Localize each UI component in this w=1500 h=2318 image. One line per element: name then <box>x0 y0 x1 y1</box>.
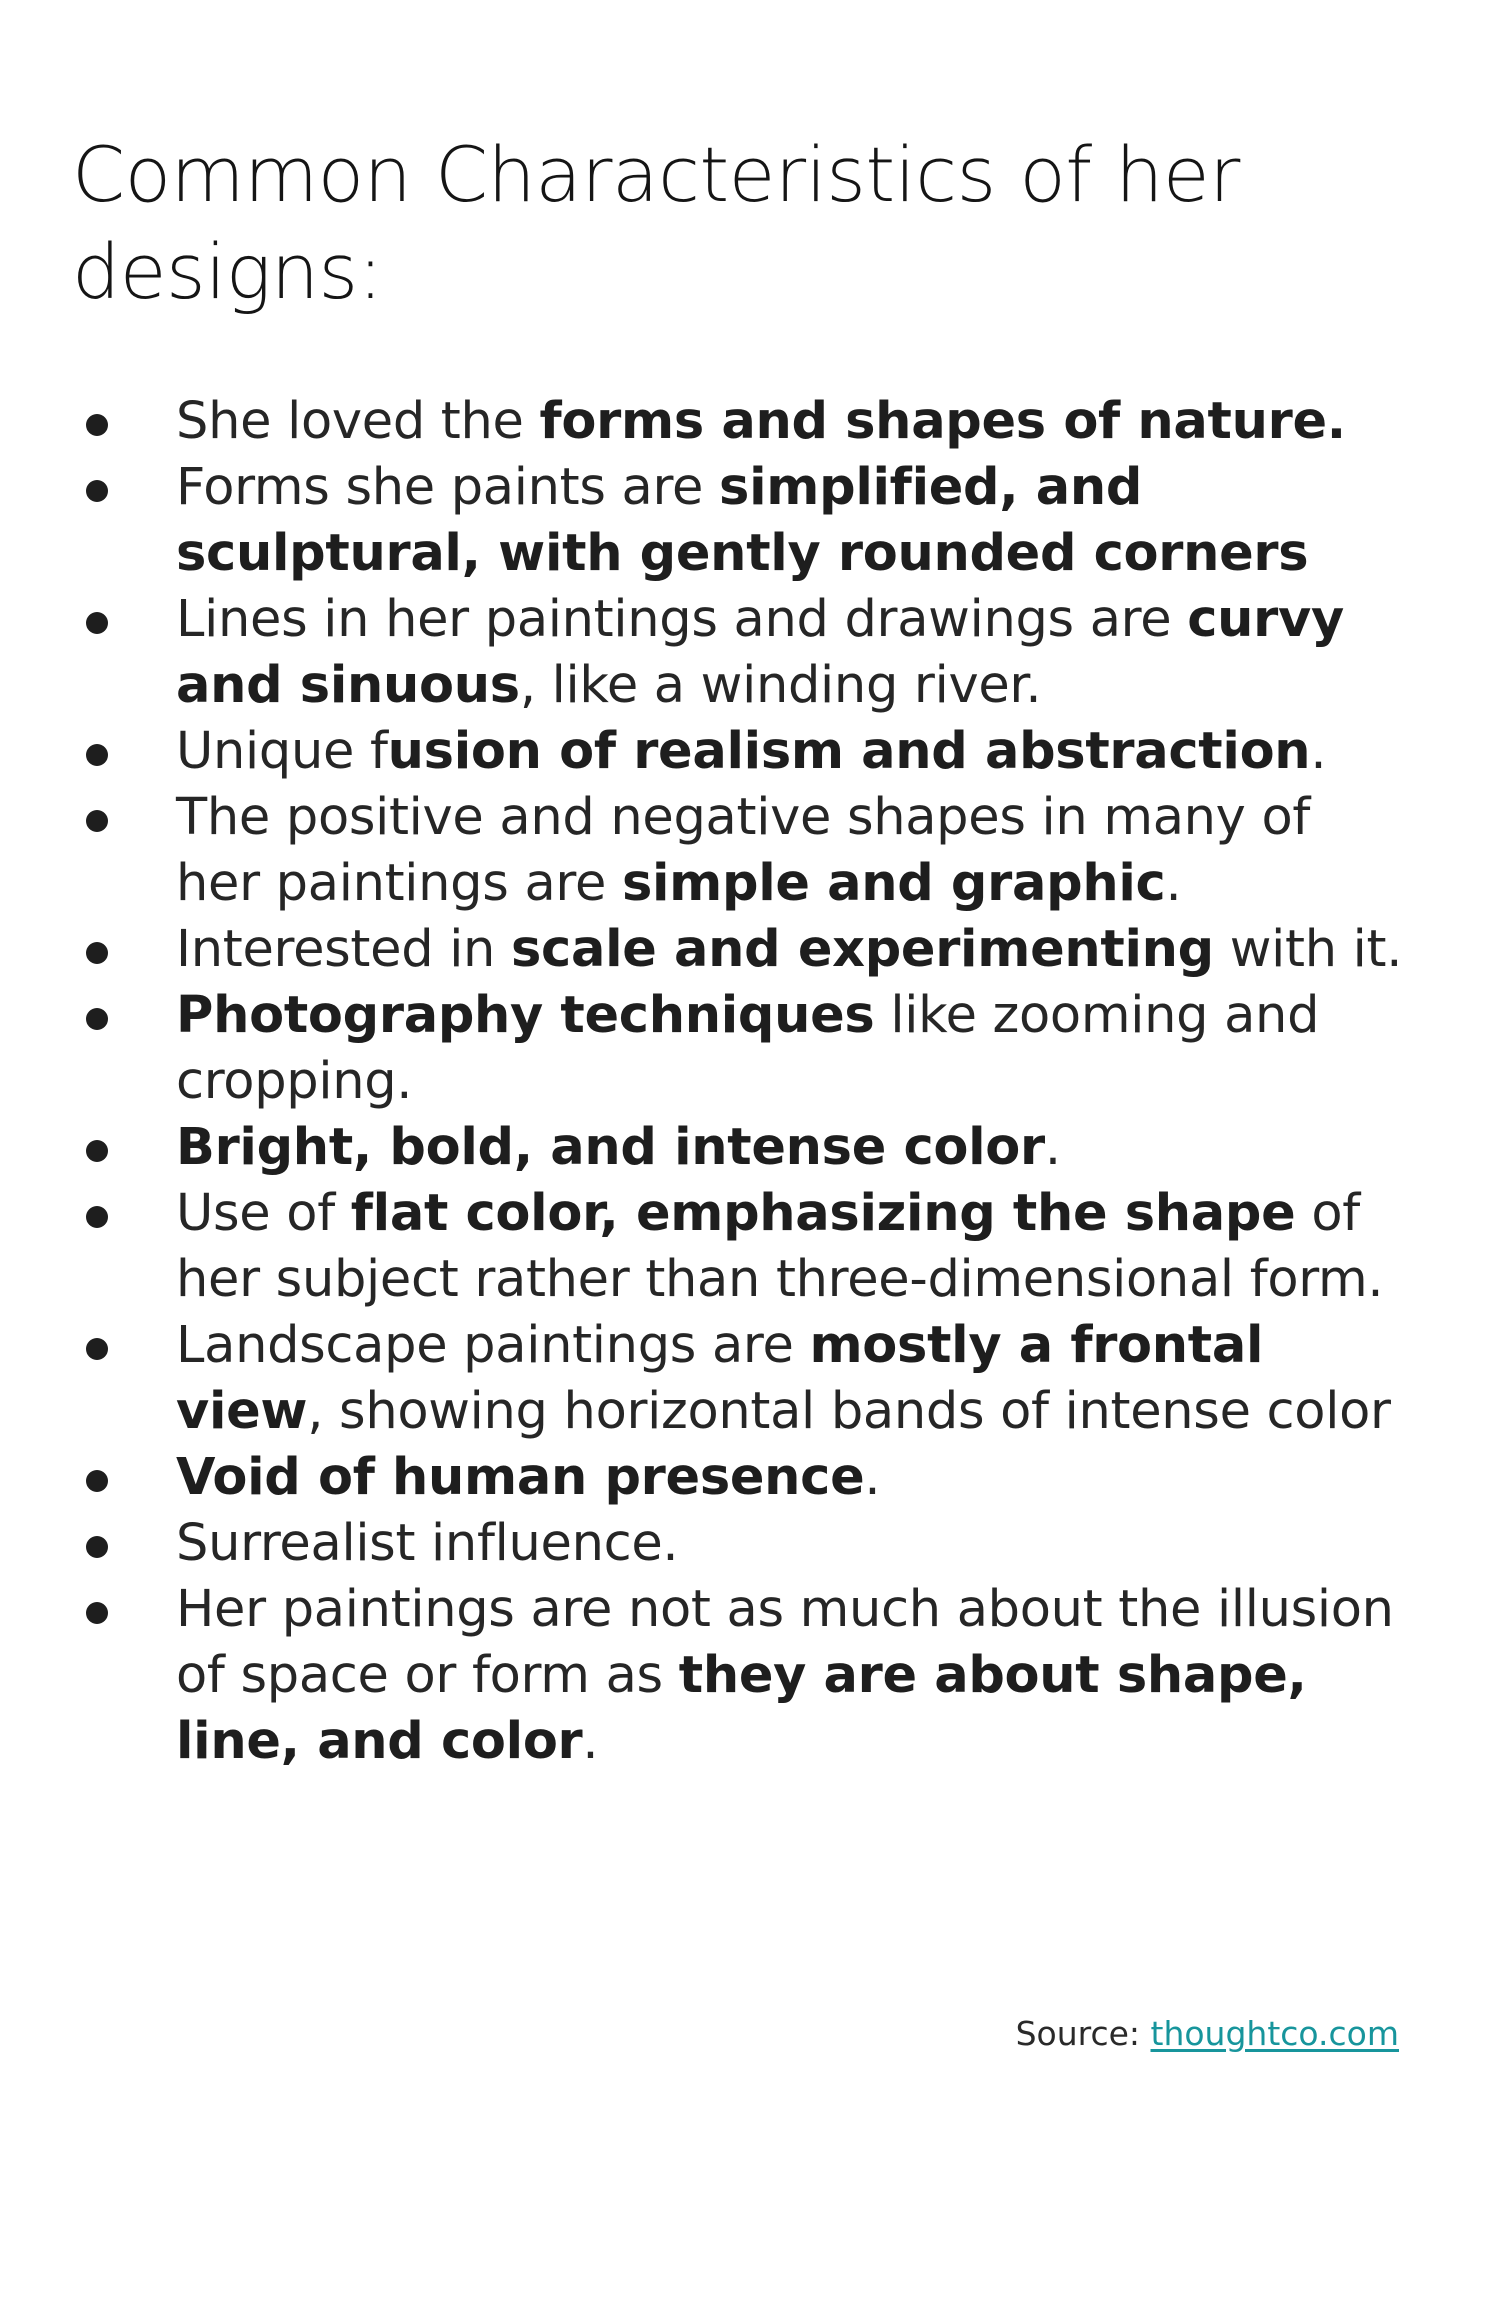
bullet-icon <box>86 810 108 832</box>
bullet-icon <box>86 1206 108 1228</box>
list-item <box>0 587 1406 719</box>
characteristics-list <box>0 389 1500 1775</box>
item-text: . <box>1310 722 1327 781</box>
bold-text: mostly a frontal view <box>176 1316 1264 1441</box>
list-item <box>0 719 1406 785</box>
bold-text: Photography techniques <box>176 986 875 1045</box>
bullet-icon <box>86 612 108 634</box>
item-text: , showing horizontal bands of intense color <box>307 1382 1391 1441</box>
list-item <box>0 917 1406 983</box>
list-item <box>0 1511 1406 1577</box>
bold-text: usion of realism and abstraction <box>387 722 1311 781</box>
source-label: Source: <box>1015 2014 1151 2053</box>
bold-text: Void of human presence <box>176 1448 865 1507</box>
item-text: Her paintings are not as much about the illusion of space or form as <box>176 1580 1394 1705</box>
bold-text: forms and shapes of nature. <box>539 392 1346 451</box>
item-text: of her subject rather than three-dimensional form. <box>176 1184 1384 1309</box>
page-title: Common Characteristics of her designs: <box>72 130 1240 316</box>
item-text: Surrealist influence. <box>176 1514 679 1573</box>
item-text: The positive and negative shapes in many of her paintings are <box>176 788 1311 913</box>
bullet-icon <box>86 480 108 502</box>
list-item <box>0 455 1406 587</box>
item-text: She loved the <box>176 392 540 451</box>
source-credit <box>1016 2014 1399 2054</box>
bold-text: simplified, and sculptural, with gently rounded corners <box>176 458 1309 583</box>
list-item <box>0 1313 1406 1445</box>
bold-text: scale and experimenting <box>511 920 1214 979</box>
source-link[interactable]: thoughtco.com <box>1150 2014 1399 2053</box>
item-text: . <box>864 1448 881 1507</box>
bullet-icon <box>86 942 108 964</box>
bold-text: Bright, bold, and intense color <box>176 1118 1045 1177</box>
bold-text: curvy and sinuous <box>176 590 1344 715</box>
bullet-icon <box>86 1602 108 1624</box>
list-item <box>0 1445 1406 1511</box>
item-text: Landscape paintings are <box>176 1316 810 1375</box>
item-text: Lines in her paintings and drawings are <box>176 590 1188 649</box>
item-text: like zooming and cropping. <box>176 986 1320 1111</box>
bullet-icon <box>86 1338 108 1360</box>
item-text: Forms she paints are <box>176 458 720 517</box>
bold-text: they are about shape, line, and color <box>176 1646 1307 1771</box>
bold-text: simple and graphic <box>621 854 1166 913</box>
item-text: , like a winding river. <box>519 656 1042 715</box>
list-item <box>0 785 1406 917</box>
bold-text: flat color, emphasizing the shape <box>350 1184 1296 1243</box>
item-text: Unique f <box>176 722 388 781</box>
bullet-icon <box>86 414 108 436</box>
bullet-icon <box>86 1536 108 1558</box>
bullet-icon <box>86 1470 108 1492</box>
bullet-icon <box>86 1140 108 1162</box>
bullet-icon <box>86 1008 108 1030</box>
item-text: . <box>582 1712 599 1771</box>
list-item <box>0 1115 1406 1181</box>
list-item <box>0 1181 1406 1313</box>
bullet-icon <box>86 744 108 766</box>
item-text: Interested in <box>176 920 511 979</box>
item-text: with it. <box>1213 920 1403 979</box>
item-text: . <box>1044 1118 1061 1177</box>
list-item <box>0 1577 1406 1775</box>
item-text: Use of <box>176 1184 351 1243</box>
item-text: . <box>1165 854 1182 913</box>
list-item <box>0 983 1406 1115</box>
list-item <box>0 389 1406 455</box>
